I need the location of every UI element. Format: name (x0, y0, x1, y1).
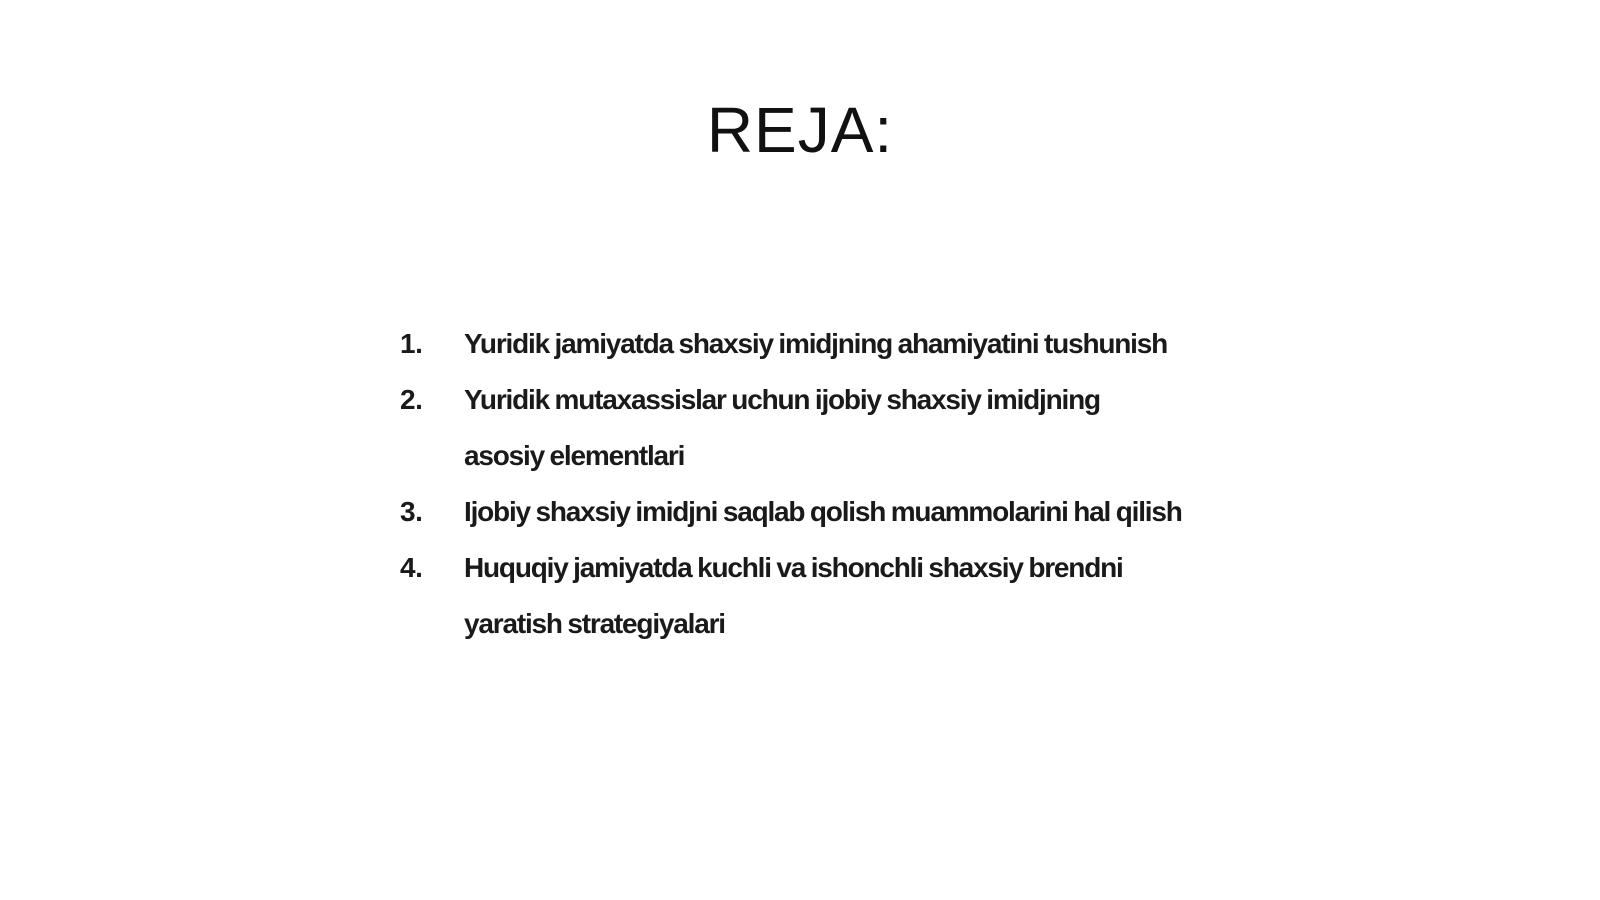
slide-title: REJA: (706, 94, 894, 166)
list-item-text: Yuridik jamiyatda shaxsiy imidjning ahamiyatini tushunish (464, 328, 1168, 359)
list-item-text: Huquqiy jamiyatda kuchli va ishonchli shaxsiy brendni yaratish strategiyalari (464, 552, 1123, 639)
list-item-number: 1. (400, 328, 423, 359)
plan-list (400, 316, 1200, 652)
list-item-number: 4. (400, 552, 423, 583)
list-item-number: 3. (400, 496, 423, 527)
list-item (400, 540, 1200, 652)
list-item-text: Ijobiy shaxsiy imidjni saqlab qolish muammolarini hal qilish (464, 496, 1182, 527)
list-item-text: Yuridik mutaxassislar uchun ijobiy shaxsiy imidjning asosiy elementlari (464, 384, 1100, 471)
list-item (400, 484, 1200, 540)
list-item (400, 372, 1200, 484)
list-item-number: 2. (400, 384, 423, 415)
list-item (400, 316, 1200, 372)
